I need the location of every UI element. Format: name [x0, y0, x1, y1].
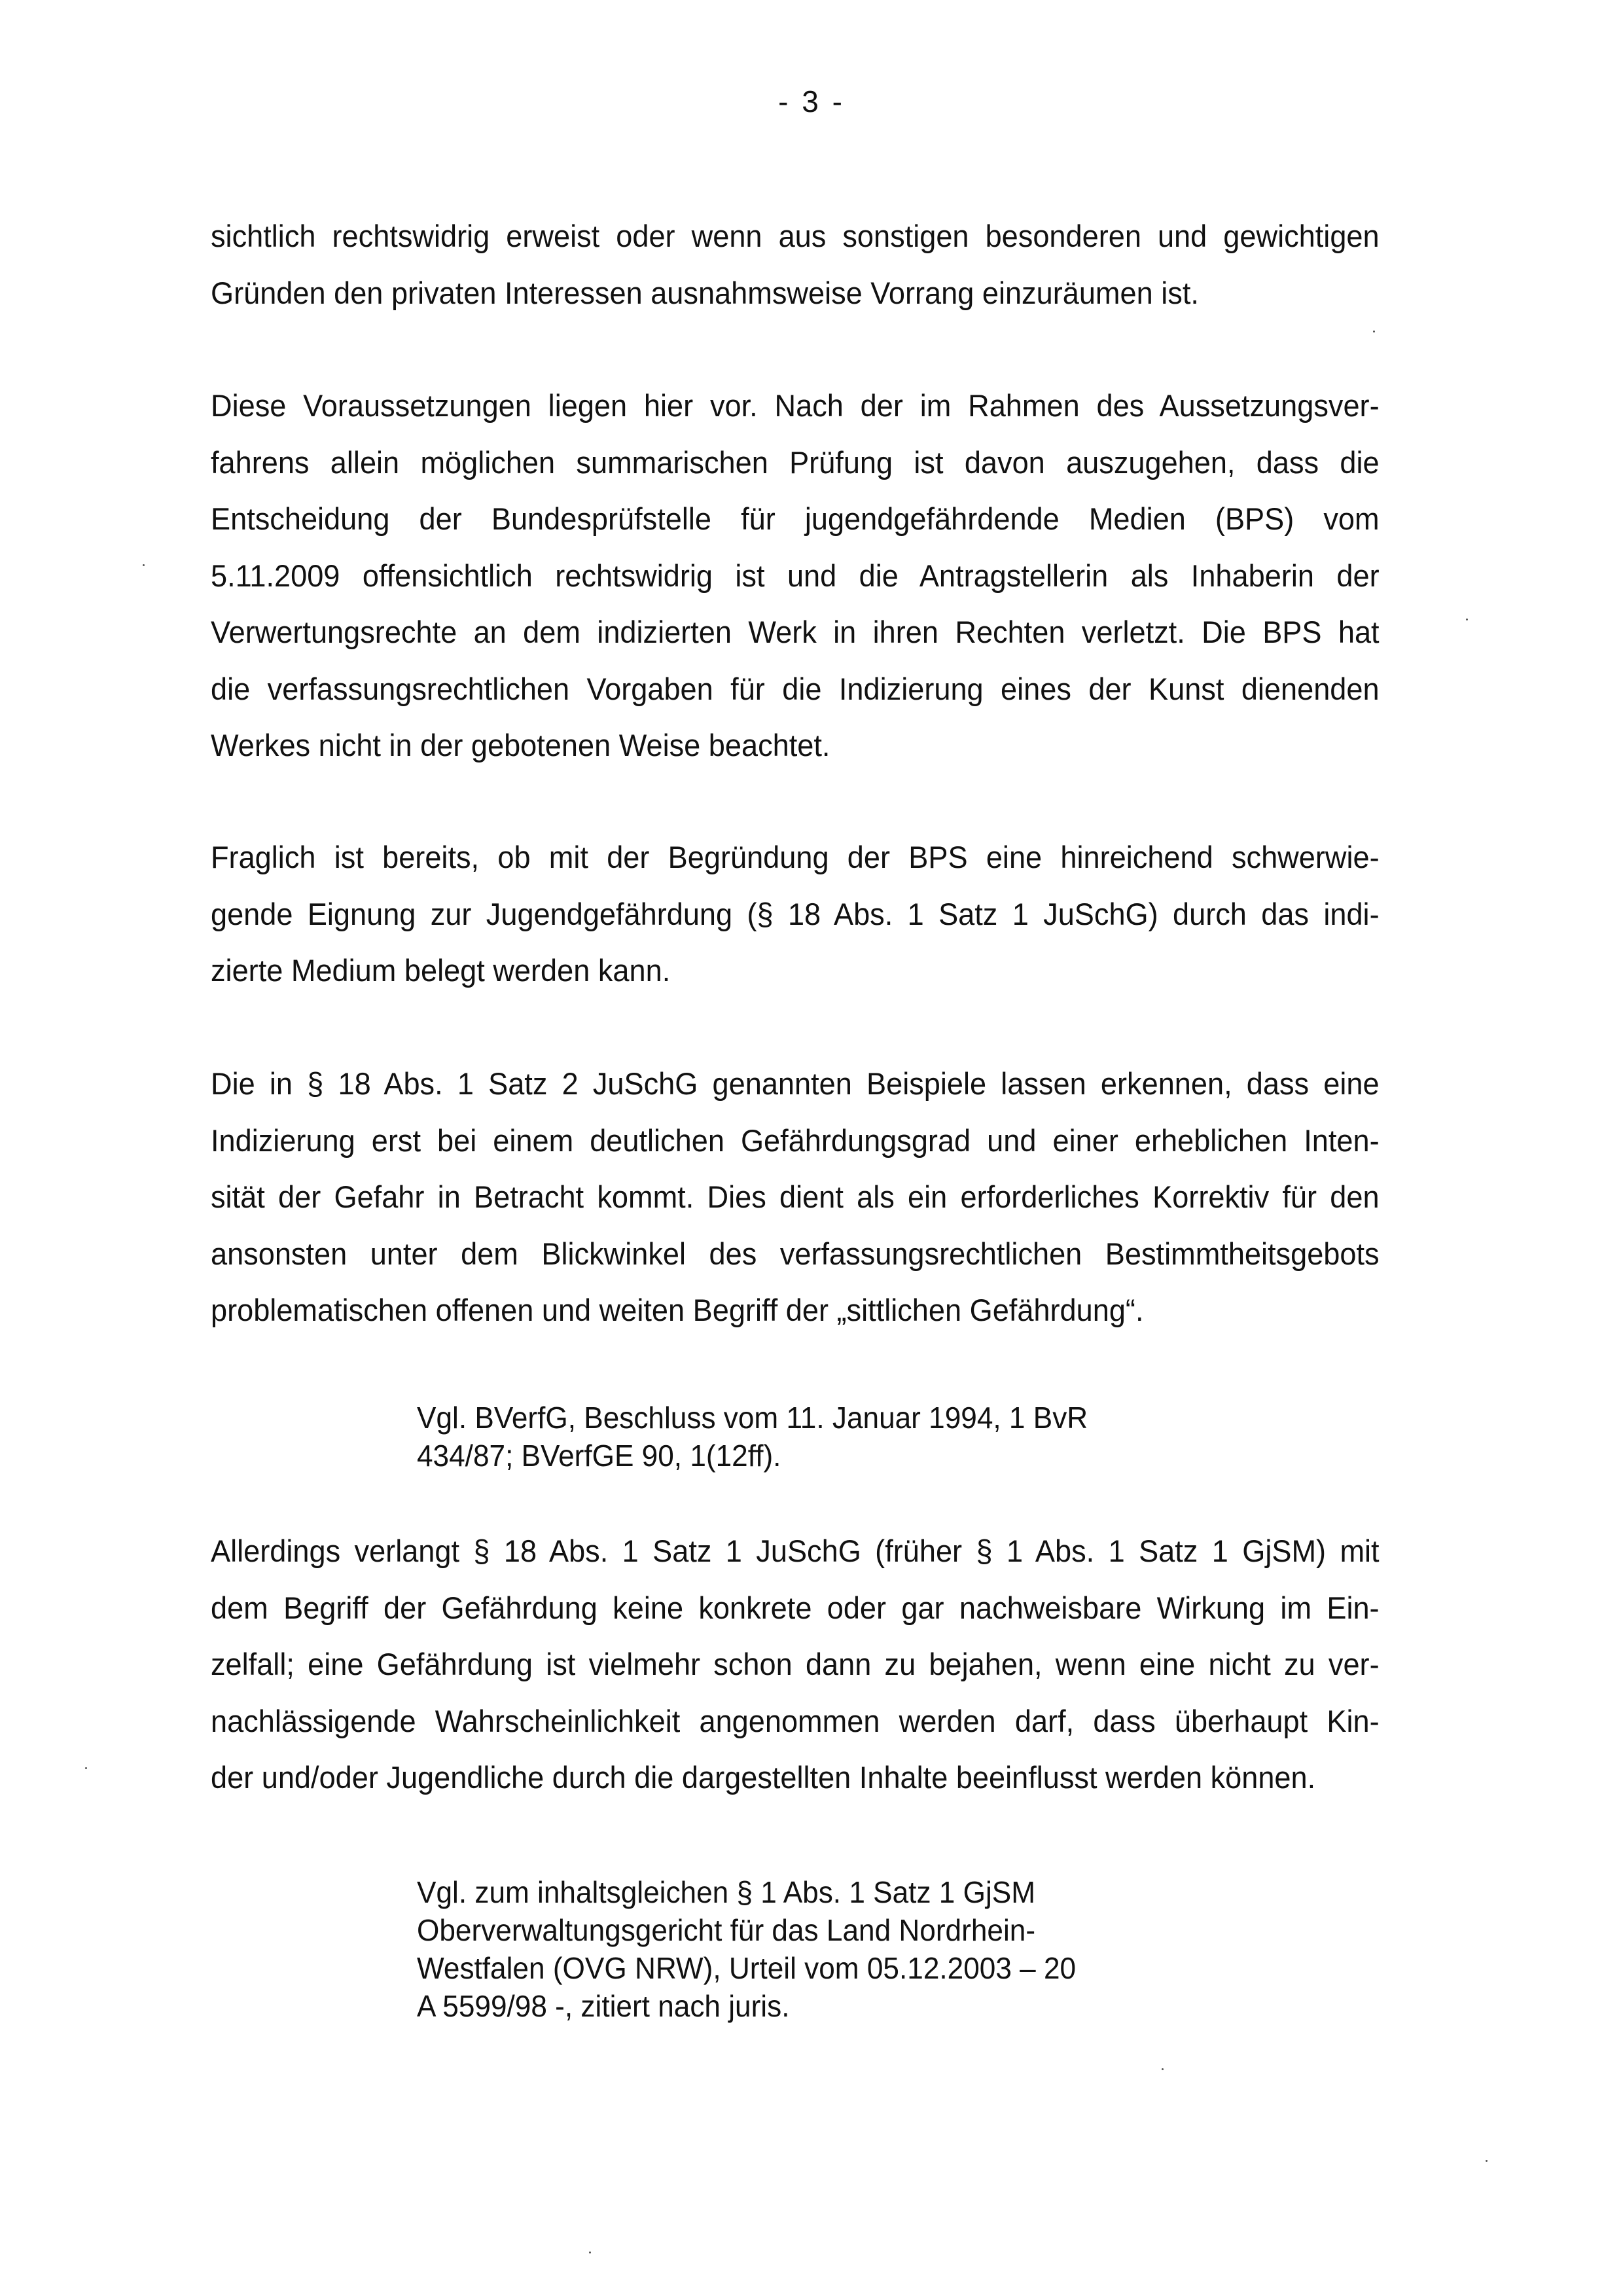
text-line: Gründen den privaten Interessen ausnahmsweise Vorrang einzuräumen ist.: [211, 275, 1199, 310]
citation-line: 434/87; BVerfGE 90, 1(12ff).: [417, 1439, 781, 1473]
scan-speck: [1162, 2068, 1164, 2070]
paragraph-1: [211, 208, 1380, 321]
text-line: nachlässigende Wahrscheinlichkeit angenommen werden darf, dass überhaupt Kin-: [211, 1703, 1380, 1738]
text-line: die verfassungsrechtlichen Vorgaben für die Indizierung eines der Kunst dienenden: [211, 671, 1380, 706]
text-line: Entscheidung der Bundesprüfstelle für jugendgefährdende Medien (BPS) vom: [211, 501, 1380, 536]
scan-speck: [589, 2251, 591, 2253]
text-line: sität der Gefahr in Betracht kommt. Dies dient als ein erforderliches Korrektiv für den: [211, 1179, 1380, 1214]
citation-line: Oberverwaltungsgericht für das Land Nordrhein-: [417, 1913, 1036, 1947]
text-line: zelfall; eine Gefährdung ist vielmehr schon dann zu bejahen, wenn eine nicht zu ver-: [211, 1647, 1380, 1681]
scan-speck: [85, 1767, 87, 1769]
text-line: dem Begriff der Gefährdung keine konkrete oder gar nachweisbare Wirkung im Ein-: [211, 1590, 1380, 1625]
text-line: sichtlich rechtswidrig erweist oder wenn aus sonstigen besonderen und gewichtigen: [211, 219, 1380, 253]
text-line: fahrens allein möglichen summarischen Prüfung ist davon auszugehen, dass die: [211, 444, 1380, 480]
text-line: gende Eignung zur Jugendgefährdung (§ 18 Abs. 1 Satz 1 JuSchG) durch das indi-: [211, 896, 1380, 931]
scan-speck: [1373, 331, 1375, 332]
text-line: zierte Medium belegt werden kann.: [211, 953, 671, 988]
scan-speck: [1466, 619, 1468, 620]
citation-line: A 5599/98 -, zitiert nach juris.: [417, 1989, 790, 2023]
text-line: der und/oder Jugendliche durch die dargestellten Inhalte beeinflusst werden können.: [211, 1760, 1316, 1795]
text-line: 5.11.2009 offensichtlich rechtswidrig ist und die Antragstellerin als Inhaberin der: [211, 558, 1380, 593]
citation-line: Vgl. zum inhaltsgleichen § 1 Abs. 1 Satz 1 GjSM: [417, 1875, 1036, 1909]
scan-speck: [143, 564, 145, 566]
paragraph-5: [211, 1523, 1380, 1806]
text-line: Die in § 18 Abs. 1 Satz 2 JuSchG genannten Beispiele lassen erkennen, dass eine: [211, 1066, 1380, 1101]
scan-speck: [1486, 2160, 1488, 2162]
citation-line: Vgl. BVerfG, Beschluss vom 11. Januar 1994, 1 BvR: [417, 1401, 1088, 1435]
text-line: Verwertungsrechte an dem indizierten Werk in ihren Rechten verletzt. Die BPS hat: [211, 615, 1380, 649]
citation-line: Westfalen (OVG NRW), Urteil vom 05.12.2003 – 20: [417, 1951, 1077, 1985]
text-line: Diese Voraussetzungen liegen hier vor. Nach der im Rahmen des Aussetzungsver-: [211, 388, 1380, 423]
text-line: ansonsten unter dem Blickwinkel des verfassungsrechtlichen Bestimmtheitsgebots: [211, 1236, 1380, 1271]
paragraph-3: [211, 829, 1380, 999]
text-line: Allerdings verlangt § 18 Abs. 1 Satz 1 JuSchG (früher § 1 Abs. 1 Satz 1 GjSM) mit: [211, 1534, 1380, 1568]
paragraph-2: [211, 378, 1380, 774]
citation-1: [417, 1399, 1234, 1475]
text-line: Werkes nicht in der gebotenen Weise beachtet.: [211, 728, 830, 762]
page-number: - 3 -: [778, 84, 845, 118]
text-line: Indizierung erst bei einem deutlichen Gefährdungsgrad und einer erheblichen Inten-: [211, 1122, 1380, 1158]
citation-2: [417, 1873, 1234, 2025]
paragraph-4: [211, 1056, 1380, 1339]
text-line: problematischen offenen und weiten Begriff der „sittlichen Gefährdung“.: [211, 1293, 1144, 1327]
text-line: Fraglich ist bereits, ob mit der Begründung der BPS eine hinreichend schwerwie-: [211, 840, 1380, 874]
